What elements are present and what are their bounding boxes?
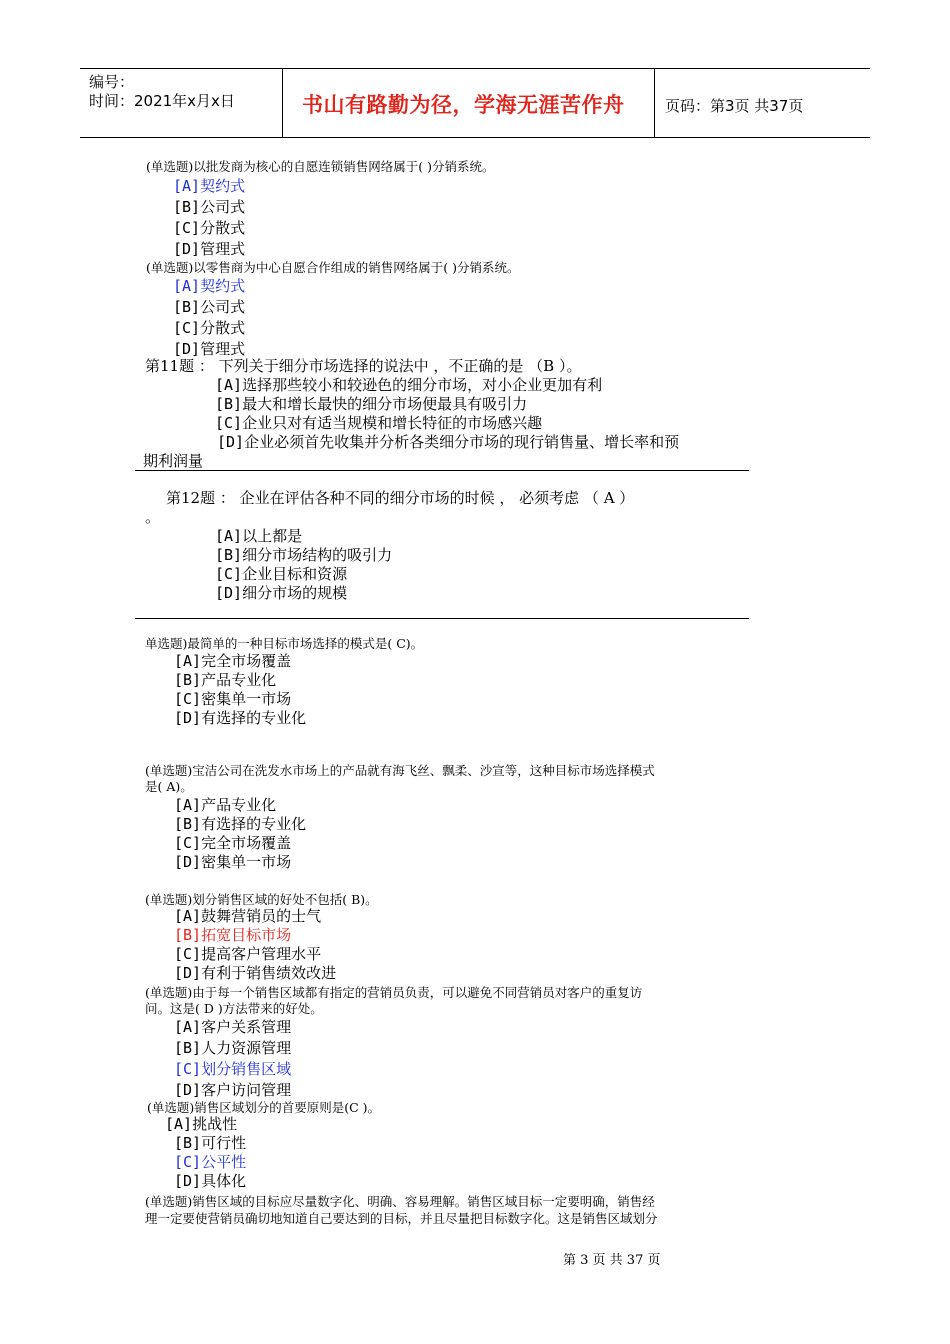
question-text: (单选题)由于每一个销售区域都有指定的营销员负责，可以避免不同营销员对客户的重复访 xyxy=(145,985,643,1000)
option-a: [A]产品专业化 xyxy=(174,796,277,814)
option-a: [A]挑战性 xyxy=(165,1115,238,1133)
option-c: [C]分散式 xyxy=(173,219,246,237)
option-b: [B]拓宽目标市场 xyxy=(174,926,292,944)
option-a: [A]契约式 xyxy=(173,277,246,295)
question-text: (单选题)以零售商为中心自愿合作组成的销售网络属于( )分销系统。 xyxy=(146,260,520,275)
header-meta xyxy=(89,73,235,111)
option-d: [D]密集单一市场 xyxy=(174,853,292,871)
question-text: (单选题)销售区域划分的首要原则是(C )。 xyxy=(147,1100,381,1115)
document-number-label: 编号： xyxy=(89,73,135,91)
option-b: [B]产品专业化 xyxy=(174,671,277,689)
header-divider xyxy=(654,69,655,137)
question-text: (单选题)以批发商为核心的自愿连锁销售网络属于( )分销系统。 xyxy=(146,159,495,174)
option-a: [A]完全市场覆盖 xyxy=(174,652,292,670)
option-b: [B]公司式 xyxy=(173,298,246,316)
option-c: [C]企业只对有适当规模和增长特征的市场感兴趣 xyxy=(215,414,543,432)
option-d: [D]细分市场的规模 xyxy=(215,584,348,602)
option-a: [A]选择那些较小和较逊色的细分市场，对小企业更加有利 xyxy=(215,376,603,394)
option-b: [B]有选择的专业化 xyxy=(174,815,307,833)
option-b: [B]最大和增长最快的细分市场便最具有吸引力 xyxy=(215,395,528,413)
question-text-continuation: 。 xyxy=(145,508,161,526)
option-c: [C]划分销售区域 xyxy=(174,1060,292,1078)
option-a: [A]鼓舞营销员的士气 xyxy=(174,907,322,925)
option-b: [B]可行性 xyxy=(174,1134,247,1152)
question-text: 第11题 ： 下列关于细分市场选择的说法中 ，不正确的是 （B ）。 xyxy=(145,357,582,375)
option-d: [D]客户访问管理 xyxy=(174,1081,292,1099)
question-text: (单选题)销售区域的目标应尽量数字化、明确、容易理解。销售区域目标一定要明确，销售经 xyxy=(145,1194,655,1209)
page-footer: 第 3 页 共 37 页 xyxy=(563,1253,661,1268)
question-text: (单选题)划分销售区域的好处不包括( B)。 xyxy=(145,892,378,907)
question-text: 第12题 ： 企业在评估各种不同的细分市场的时候 ， 必须考虑 （ A ） xyxy=(166,489,635,507)
option-d: [D]有选择的专业化 xyxy=(174,709,307,727)
question-text: (单选题)宝洁公司在洗发水市场上的产品就有海飞丝、飘柔、沙宣等，这种目标市场选择模式 xyxy=(145,763,655,778)
option-c: [C]提高客户管理水平 xyxy=(174,945,322,963)
option-b: [B]公司式 xyxy=(173,198,246,216)
option-c: [C]企业目标和资源 xyxy=(215,565,348,583)
option-d-continuation: 期利润量 xyxy=(143,452,204,470)
header-divider xyxy=(282,69,283,137)
question-text-continuation: 理一定要使营销员确切地知道自己要达到的目标，并且尽量把目标数字化。这是销售区域划分 xyxy=(145,1211,658,1226)
option-c: [C]完全市场覆盖 xyxy=(174,834,292,852)
option-b: [B]人力资源管理 xyxy=(174,1039,292,1057)
option-d: [D]管理式 xyxy=(173,240,246,258)
option-a: [A]契约式 xyxy=(173,177,246,195)
section-divider xyxy=(135,470,749,471)
option-d: [D]有利于销售绩效改进 xyxy=(174,964,337,982)
option-b: [B]细分市场结构的吸引力 xyxy=(215,546,393,564)
header-motto: 书山有路勤为径，学海无涯苦作舟 xyxy=(302,93,625,117)
option-c: [C]密集单一市场 xyxy=(174,690,292,708)
option-d: [D]具体化 xyxy=(174,1172,247,1190)
option-d: [D]管理式 xyxy=(173,340,246,358)
header-page-label: 页码：第3页 共37页 xyxy=(665,97,804,115)
option-c: [C]分散式 xyxy=(173,319,246,337)
option-a: [A]以上都是 xyxy=(215,527,303,545)
question-text-continuation: 是( A)。 xyxy=(145,779,193,794)
question-text: 单选题)最简单的一种目标市场选择的模式是( C)。 xyxy=(145,636,424,651)
option-d: [D]企业必须首先收集并分析各类细分市场的现行销售量、增长率和预 xyxy=(217,433,680,451)
option-c: [C]公平性 xyxy=(174,1153,247,1171)
section-divider xyxy=(135,618,749,619)
page-header xyxy=(80,68,870,138)
option-a: [A]客户关系管理 xyxy=(174,1018,292,1036)
question-text-continuation: 问。这是( D )方法带来的好处。 xyxy=(145,1001,323,1016)
document-time-label: 时间：2021年x月x日 xyxy=(89,92,235,110)
